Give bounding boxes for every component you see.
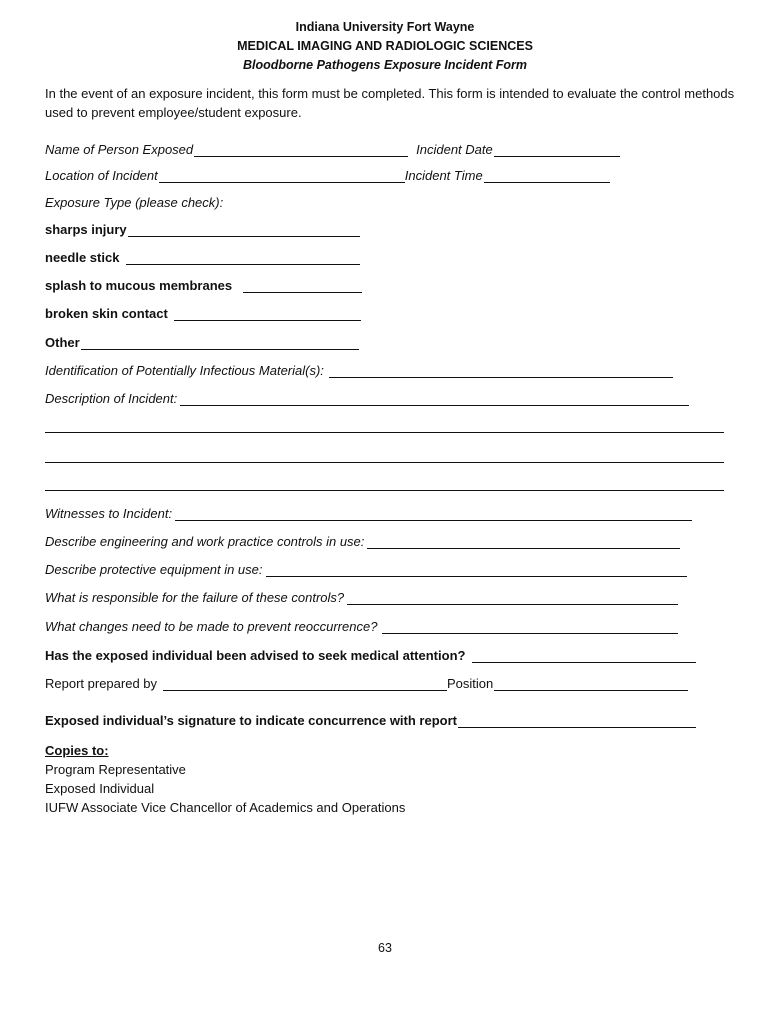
exposure-broken-skin-row — [45, 306, 361, 321]
name-label: Name of Person Exposed — [45, 142, 194, 157]
needle-label: needle stick — [45, 250, 120, 265]
description-label: Description of Incident: — [45, 391, 178, 406]
name-field[interactable] — [194, 144, 408, 157]
exposure-needle-row — [45, 250, 360, 265]
exposure-splash-row — [45, 278, 362, 293]
page-number: 63 — [378, 941, 392, 955]
prepared-by-label: Report prepared by — [45, 676, 158, 691]
description-line-2[interactable] — [45, 432, 724, 433]
engineering-field[interactable] — [367, 536, 680, 549]
engineering-row — [45, 534, 680, 549]
description-line-3[interactable] — [45, 462, 724, 463]
medical-row — [45, 648, 696, 663]
sharps-check-field[interactable] — [128, 224, 360, 237]
copies-item: Program Representative — [45, 762, 186, 777]
responsible-label: What is responsible for the failure of these controls? — [45, 590, 345, 605]
identification-row — [45, 363, 673, 378]
broken-skin-label: broken skin contact — [45, 306, 168, 321]
incident-time-field[interactable] — [484, 170, 610, 183]
copies-section — [45, 741, 405, 817]
description-field[interactable] — [180, 393, 689, 406]
responsible-field[interactable] — [347, 592, 678, 605]
splash-check-field[interactable] — [243, 280, 362, 293]
other-field[interactable] — [81, 337, 359, 350]
protective-row — [45, 562, 687, 577]
exposure-other-row — [45, 335, 359, 350]
other-label: Other — [45, 335, 80, 350]
prepared-by-row — [45, 676, 688, 691]
medical-field[interactable] — [472, 650, 696, 663]
incident-date-label: Incident Date — [416, 142, 493, 157]
prepared-by-field[interactable] — [163, 678, 447, 691]
signature-label: Exposed individual’s signature to indicate concurrence with report — [45, 713, 457, 728]
needle-check-field[interactable] — [126, 252, 360, 265]
responsible-row — [45, 590, 678, 605]
changes-field[interactable] — [382, 621, 678, 634]
position-label: Position — [447, 676, 494, 691]
broken-skin-check-field[interactable] — [174, 308, 361, 321]
form-title: Bloodborne Pathogens Exposure Incident Form — [242, 58, 528, 72]
protective-label: Describe protective equipment in use: — [45, 562, 263, 577]
incident-date-field[interactable] — [494, 144, 620, 157]
engineering-label: Describe engineering and work practice controls in use: — [45, 534, 365, 549]
description-line-4[interactable] — [45, 490, 724, 491]
changes-row — [45, 619, 678, 634]
medical-label: Has the exposed individual been advised to seek medical attention? — [45, 648, 466, 663]
department-name: MEDICAL IMAGING AND RADIOLOGIC SCIENCES — [237, 39, 533, 53]
copies-item: IUFW Associate Vice Chancellor of Academics and Operations — [45, 800, 406, 815]
description-row — [45, 391, 689, 406]
position-field[interactable] — [494, 678, 688, 691]
changes-label: What changes need to be made to prevent reoccurrence? — [45, 619, 378, 634]
copies-heading: Copies to: — [45, 743, 109, 758]
location-label: Location of Incident — [45, 168, 158, 183]
sharps-label: sharps injury — [45, 222, 127, 237]
institution-name: Indiana University Fort Wayne — [295, 20, 475, 34]
location-field[interactable] — [159, 170, 405, 183]
signature-field[interactable] — [458, 715, 696, 728]
name-date-row — [45, 142, 620, 157]
location-time-row — [45, 168, 610, 183]
exposure-sharps-row — [45, 222, 360, 237]
exposure-type-label: Exposure Type (please check): — [45, 195, 224, 210]
witnesses-label: Witnesses to Incident: — [45, 506, 173, 521]
witnesses-row — [45, 506, 692, 521]
incident-time-label: Incident Time — [404, 168, 483, 183]
identification-label: Identification of Potentially Infectious Material(s): — [45, 363, 324, 378]
intro-paragraph: In the event of an exposure incident, this form must be completed. This form is intended to evaluate the control methods used to prevent employee/student exposure. — [45, 86, 735, 120]
identification-field[interactable] — [329, 365, 673, 378]
protective-field[interactable] — [266, 564, 687, 577]
splash-label: splash to mucous membranes — [45, 278, 233, 293]
copies-item: Exposed Individual — [45, 781, 155, 796]
witnesses-field[interactable] — [175, 508, 692, 521]
signature-row — [45, 713, 696, 728]
